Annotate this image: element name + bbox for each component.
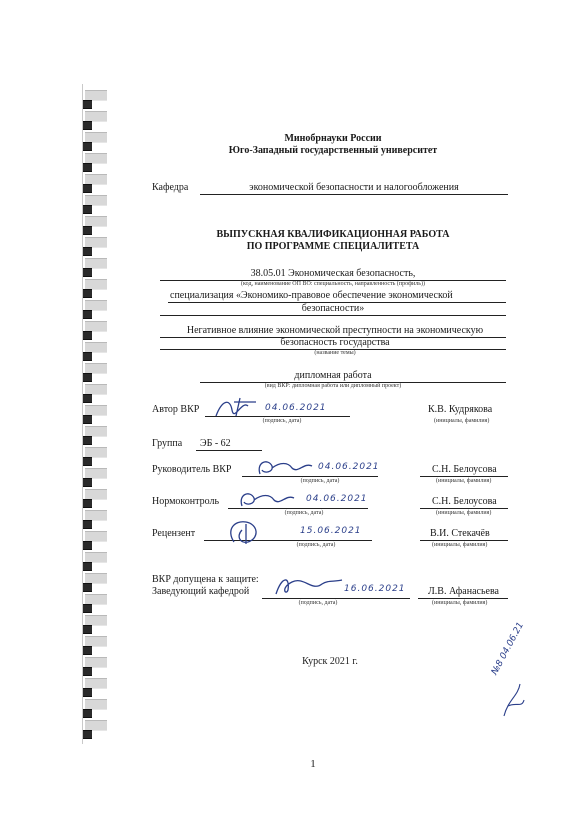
specialization-line2: безопасности» (301, 303, 365, 314)
author-name: К.В. Кудрякова (428, 404, 493, 415)
group-underline (196, 450, 262, 451)
normcontrol-name-underline (420, 508, 508, 509)
reviewer-date: 15.06.2021 (300, 526, 362, 536)
normcontrol-date: 04.06.2021 (306, 494, 368, 504)
reviewer-label: Рецензент (152, 528, 196, 539)
author-date: 04.06.2021 (265, 403, 327, 413)
supervisor-signature (254, 456, 320, 480)
binding-ring (83, 667, 92, 676)
university-name: Юго-Западный государственный университет (228, 145, 438, 156)
binding-ring (83, 289, 92, 298)
department-underline (200, 194, 508, 195)
reviewer-name-hint: (инициалы, фамилия) (432, 542, 488, 548)
department-value: экономической безопасности и налогообложения (249, 182, 459, 193)
binding-ring (83, 373, 92, 382)
supervisor-label: Руководитель ВКР (152, 464, 232, 475)
ministry-name: Минобрнауки России (284, 133, 382, 144)
handwritten-note: №8 04.06.21 (490, 620, 527, 677)
reviewer-sign-hint: (подпись, дата) (296, 542, 336, 548)
head-name-underline (418, 598, 508, 599)
normcontrol-sign-hint: (подпись, дата) (284, 510, 324, 516)
author-signature (212, 396, 272, 420)
binding-ring (83, 121, 92, 130)
binding-ring (83, 478, 92, 487)
normcontrol-signature (236, 488, 302, 512)
reviewer-name-underline (420, 540, 508, 541)
specialization-underline2 (160, 315, 506, 316)
author-label: Автор ВКР (152, 404, 200, 415)
binding-ring (83, 562, 92, 571)
spiral-binding (82, 84, 109, 744)
page-number: 1 (310, 758, 316, 770)
specialization-line1: специализация «Экономико-правовое обеспечение экономической (170, 290, 453, 301)
binding-ring (83, 520, 92, 529)
admission-text: ВКР допущена к защите: (152, 574, 259, 585)
binding-ring (83, 205, 92, 214)
binding-ring (83, 688, 92, 697)
binding-ring (83, 163, 92, 172)
binding-ring (83, 625, 92, 634)
topic-hint: (название темы) (314, 350, 356, 356)
binding-ring (83, 646, 92, 655)
topic-line2: безопасность государства (280, 337, 390, 348)
handwritten-initials (498, 680, 528, 720)
binding-ring (83, 352, 92, 361)
binding-ring (83, 100, 92, 109)
normcontrol-name: С.Н. Белоусова (432, 496, 497, 507)
work-title-line2: ПО ПРОГРАММЕ СПЕЦИАЛИТЕТА (246, 241, 420, 252)
department-label: Кафедра (152, 182, 189, 193)
binding-ring (83, 730, 92, 739)
binding-ring (83, 226, 92, 235)
supervisor-name-hint: (инициалы, фамилия) (436, 478, 492, 484)
head-signature (272, 572, 348, 600)
topic-line1: Негативное влияние экономической преступности на экономическую (186, 325, 484, 336)
binding-ring (83, 331, 92, 340)
binding-ring (83, 709, 92, 718)
binding-ring (83, 604, 92, 613)
head-name: Л.В. Афанасьева (428, 586, 499, 597)
supervisor-name: С.Н. Белоусова (432, 464, 497, 475)
group-value: ЭБ - 62 (200, 438, 231, 449)
head-date: 16.06.2021 (344, 584, 406, 594)
author-name-hint: (инициалы, фамилия) (434, 418, 490, 424)
work-type: дипломная работа (294, 370, 372, 381)
author-sign-hint: (подпись, дата) (262, 418, 302, 424)
normcontrol-label: Нормоконтроль (152, 496, 220, 507)
supervisor-date: 04.06.2021 (318, 462, 380, 472)
binding-ring (83, 184, 92, 193)
binding-ring (83, 247, 92, 256)
binding-ring (83, 499, 92, 508)
binding-ring (83, 142, 92, 151)
specialty-hint: (код, наименование ОП ВО: специальность, направленность (профиль)) (241, 281, 425, 287)
head-sign-hint: (подпись, дата) (298, 600, 338, 606)
work-type-hint: (вид ВКР: дипломная работа или дипломный проект) (264, 383, 402, 389)
reviewer-signature (226, 518, 270, 546)
normcontrol-name-hint: (инициалы, фамилия) (436, 510, 492, 516)
binding-ring (83, 268, 92, 277)
head-label: Заведующий кафедрой (152, 586, 250, 597)
binding-ring (83, 436, 92, 445)
group-label: Группа (152, 438, 183, 449)
supervisor-name-underline (420, 476, 508, 477)
specialty: 38.05.01 Экономическая безопасность, (250, 268, 416, 279)
city-year: Курск 2021 г. (302, 656, 358, 667)
binding-ring (83, 310, 92, 319)
supervisor-sign-hint: (подпись, дата) (300, 478, 340, 484)
binding-ring (83, 394, 92, 403)
work-title-line1: ВЫПУСКНАЯ КВАЛИФИКАЦИОННАЯ РАБОТА (216, 229, 450, 240)
binding-ring (83, 583, 92, 592)
binding-ring (83, 541, 92, 550)
binding-ring (83, 457, 92, 466)
binding-ring (83, 415, 92, 424)
head-name-hint: (инициалы, фамилия) (432, 600, 488, 606)
reviewer-name: В.И. Стекачёв (430, 528, 490, 539)
